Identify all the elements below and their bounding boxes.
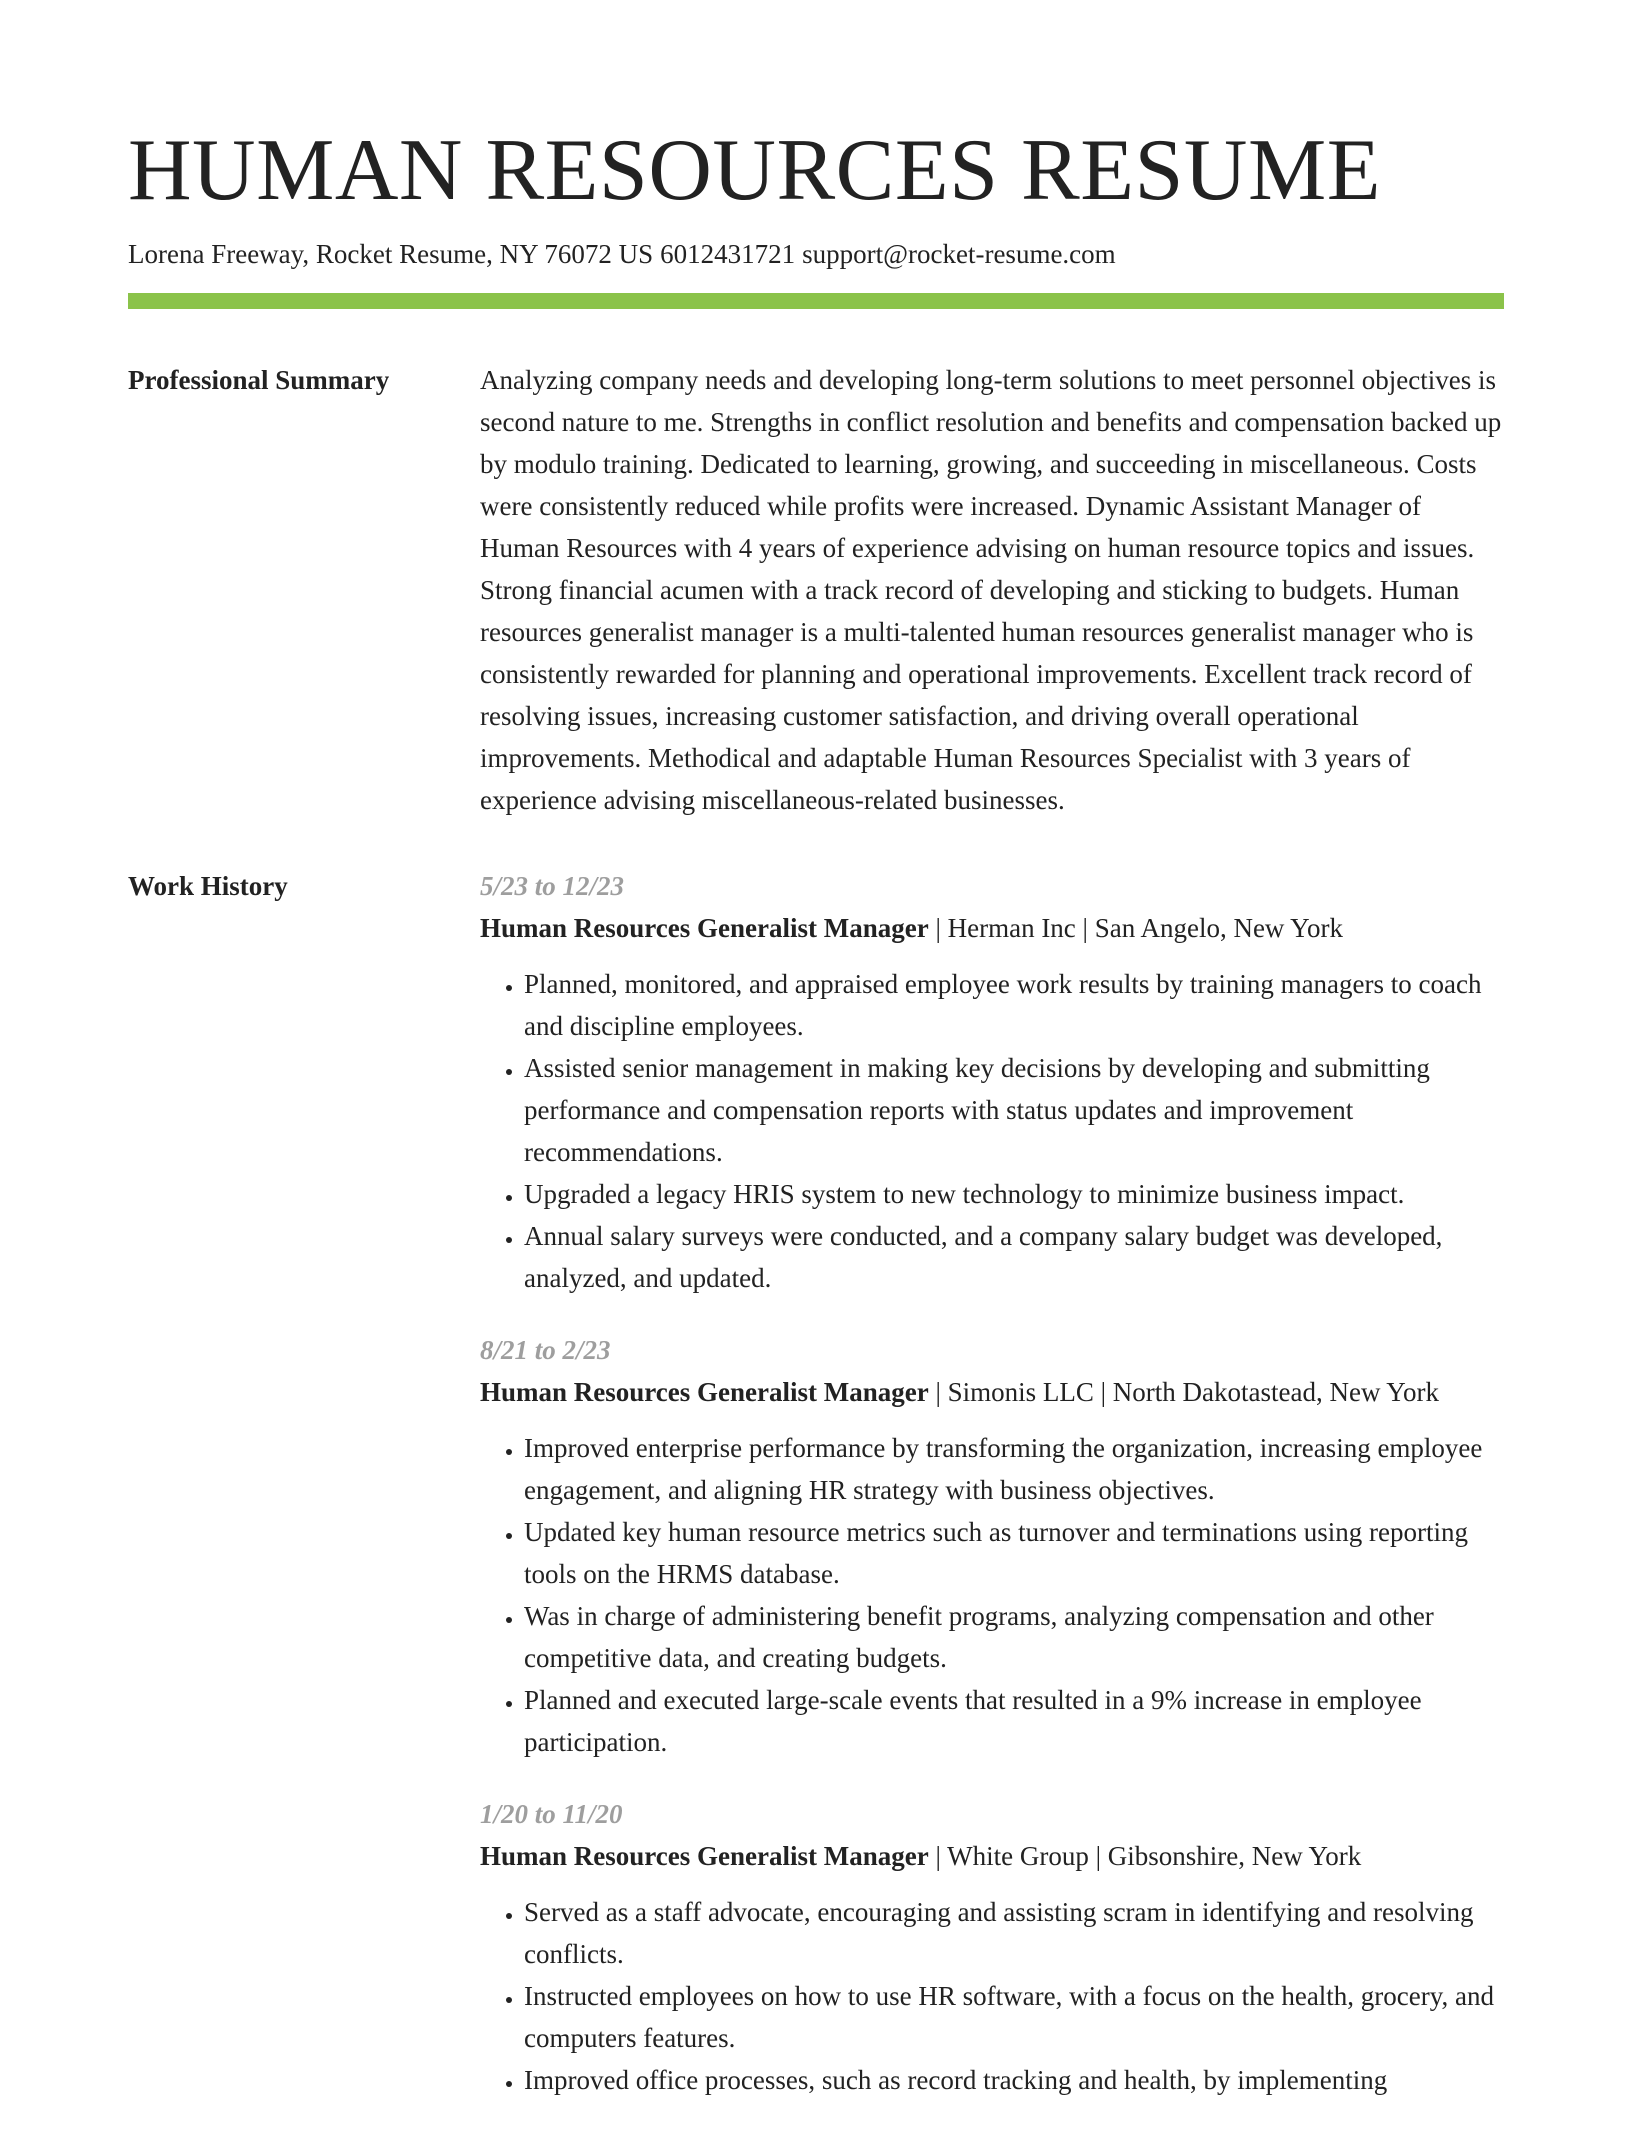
job-bullets	[480, 963, 1504, 1299]
job-bullet: • Planned and executed large-scale events that resulted in a 9% increase in employee participation.	[524, 1679, 1504, 1763]
job-bullet: • Updated key human resource metrics such as turnover and terminations using reporting tools on the HRMS database.	[524, 1511, 1504, 1595]
job-bullets	[480, 1891, 1504, 2101]
work-history-body	[480, 865, 1504, 2101]
contact-phone: 6012431721	[660, 239, 796, 269]
job-entry	[480, 1329, 1504, 1763]
job-dates: 5/23 to 12/23	[480, 871, 625, 901]
contact-address: Lorena Freeway, Rocket Resume, NY 76072 US	[128, 239, 654, 269]
job-heading	[480, 907, 1504, 949]
job-details: | Simonis LLC | North Dakotastead, New York	[928, 1377, 1439, 1407]
job-details: | Herman Inc | San Angelo, New York	[928, 913, 1343, 943]
professional-summary-section	[128, 359, 1504, 821]
job-bullet: • Assisted senior management in making key decisions by developing and submitting performance and compensation reports with status updates and improvement recommendations.	[524, 1047, 1504, 1173]
job-dates: 8/21 to 2/23	[480, 1335, 611, 1365]
resume-title: HUMAN RESOURCES RESUME	[128, 122, 1381, 219]
job-bullet: • Improved office processes, such as record tracking and health, by implementing	[524, 2059, 1504, 2101]
job-bullet: • Planned, monitored, and appraised employee work results by training managers to coach and discipline employees.	[524, 963, 1504, 1047]
job-bullet: • Annual salary surveys were conducted, and a company salary budget was developed, analyzed, and updated.	[524, 1215, 1504, 1299]
job-bullet: • Upgraded a legacy HRIS system to new technology to minimize business impact.	[524, 1173, 1504, 1215]
contact-email: support@rocket-resume.com	[802, 239, 1116, 269]
job-details: | White Group | Gibsonshire, New York	[928, 1841, 1362, 1871]
job-bullet: • Was in charge of administering benefit programs, analyzing compensation and other competitive data, and creating budgets.	[524, 1595, 1504, 1679]
job-dates: 1/20 to 11/20	[480, 1799, 623, 1829]
summary-text: Analyzing company needs and developing long-term solutions to meet personnel objectives is second nature to me. Strengths in conflict resolution and benefits and compensation backed up by modulo training. Dedicated to learning, growing, and succeeding in miscellaneous. Costs were consistently reduced while profits were increased. Dynamic Assistant Manager of Human Resources with 4 years of experience advising on human resource topics and issues. Strong financial acumen with a track record of developing and sticking to budgets. Human resources generalist manager is a multi-talented human resources generalist manager who is consistently rewarded for planning and operational improvements. Excellent track record of resolving issues, increasing customer satisfaction, and driving overall operational improvements. Methodical and adaptable Human Resources Specialist with 3 years of experience advising miscellaneous-related businesses.	[480, 365, 1502, 815]
contact-line	[128, 236, 1504, 272]
summary-body	[480, 359, 1504, 821]
resume-page	[128, 0, 1504, 2131]
job-bullet: • Served as a staff advocate, encouraging and assisting scram in identifying and resolving conflicts.	[524, 1891, 1504, 1975]
job-bullets	[480, 1427, 1504, 1763]
work-history-section	[128, 865, 1504, 2101]
section-label-summary: Professional Summary	[128, 365, 390, 395]
job-title: Human Resources Generalist Manager	[480, 913, 929, 943]
job-title: Human Resources Generalist Manager	[480, 1841, 929, 1871]
job-title: Human Resources Generalist Manager	[480, 1377, 929, 1407]
job-bullet: • Improved enterprise performance by transforming the organization, increasing employee engagement, and aligning HR strategy with business objectives.	[524, 1427, 1504, 1511]
header-divider	[128, 293, 1504, 309]
job-entry	[480, 1793, 1504, 2101]
job-heading	[480, 1371, 1504, 1413]
job-heading	[480, 1835, 1504, 1877]
section-label-work-history: Work History	[128, 871, 288, 901]
job-bullet: • Instructed employees on how to use HR software, with a focus on the health, grocery, and computers features.	[524, 1975, 1504, 2059]
job-entry	[480, 865, 1504, 1299]
